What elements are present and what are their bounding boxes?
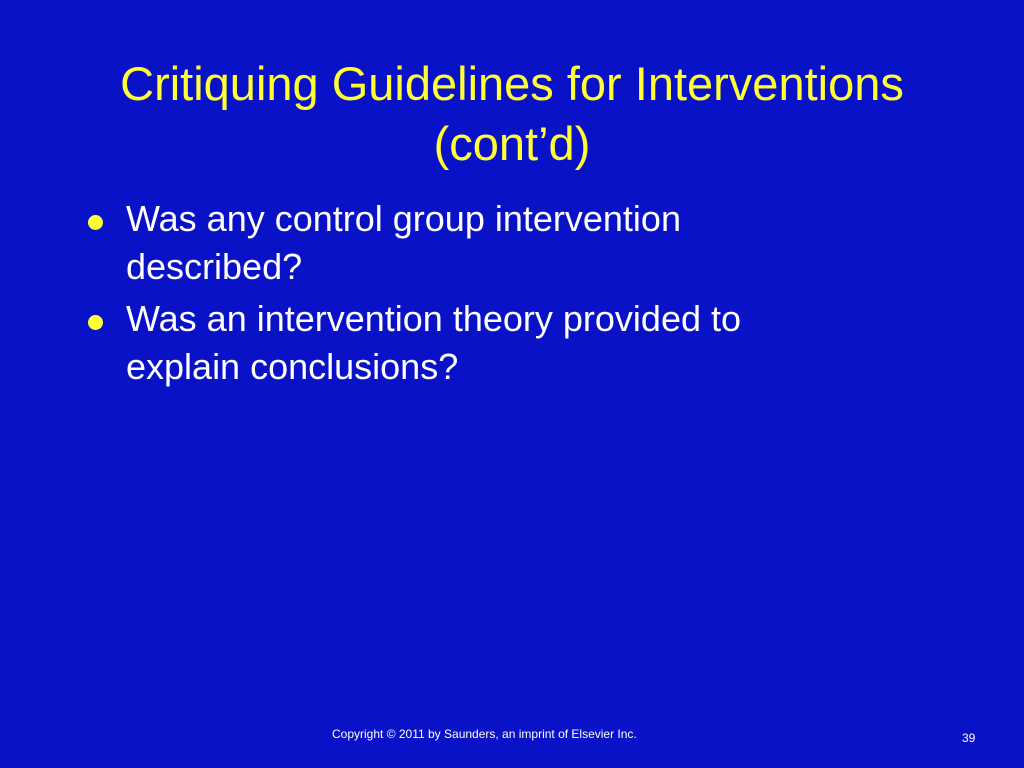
bullet-icon [88,215,103,230]
slide-title-line-1: Critiquing Guidelines for Interventions [120,57,904,110]
bullet-item [86,295,846,391]
copyright-footer: Copyright © 2011 by Saunders, an imprint of Elsevier Inc. [332,727,637,741]
bullet-item [86,195,846,291]
bullet-text: Was any control group intervention described? [126,198,681,287]
page-number: 39 [962,731,976,745]
bullet-icon [88,315,103,330]
slide-title [40,54,984,174]
bullet-text: Was an intervention theory provided to explain conclusions? [126,298,742,387]
slide-title-line-2: (cont’d) [433,117,591,170]
bullet-list [86,195,846,395]
